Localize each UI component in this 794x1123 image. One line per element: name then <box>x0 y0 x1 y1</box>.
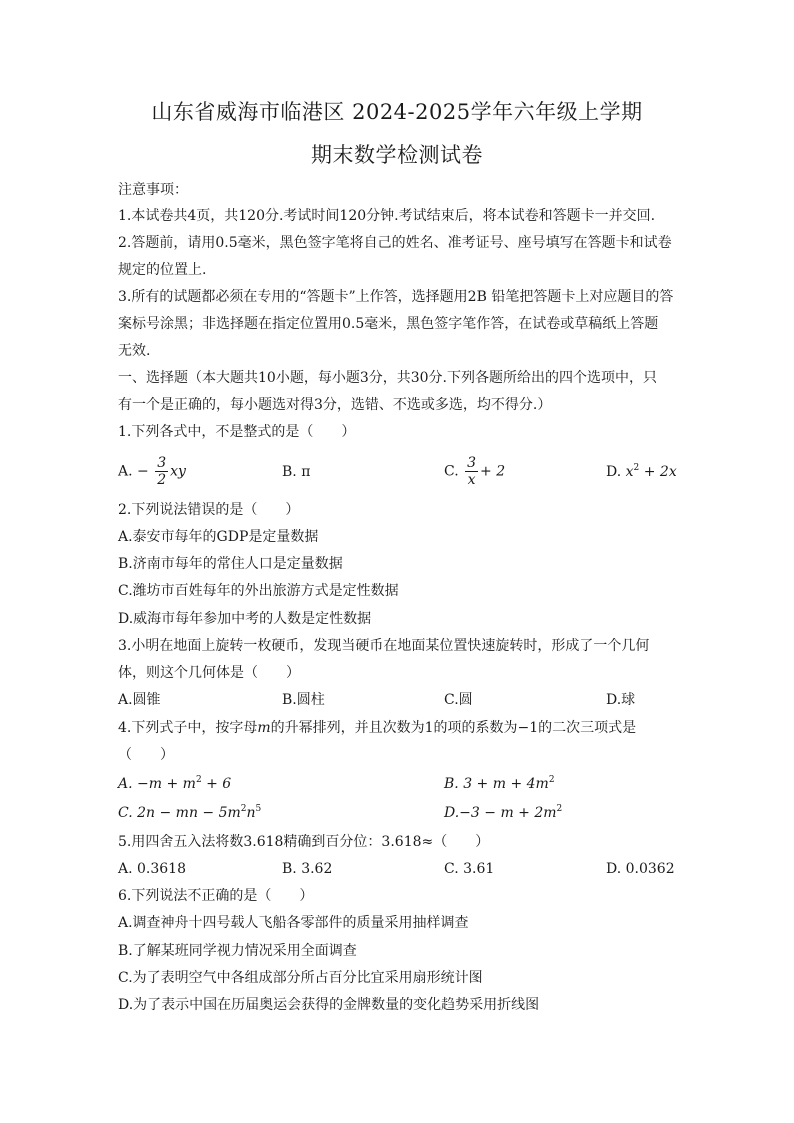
q4-stem-variable: m <box>257 720 271 736</box>
q5-stem: 5.用四舍五入法将数3.618精确到百分位：3.618≈（ ） <box>118 834 490 850</box>
q1-option-d-label: D. <box>606 464 622 480</box>
q4-stem-line2: （ ） <box>118 747 174 763</box>
q4-option-d-expr: D.−3 − m + 2m <box>444 805 557 821</box>
q3-stem-line2: 体，则这个几何体是（ ） <box>118 665 300 681</box>
q4-option-a-expr: A. −m + m <box>118 776 196 792</box>
q5-option-a: A. 0.3618 <box>118 861 186 877</box>
q1-option-c-numerator: 3 <box>467 455 477 471</box>
q4-option-a-exponent: 2 <box>195 775 202 785</box>
q4-stem-part2: 的升幂排列，并且次数为1的项的系数为−1的二次三项式是 <box>270 720 637 736</box>
q1-option-a-denominator: 2 <box>157 472 167 488</box>
q1-option-d-base: x <box>625 464 634 480</box>
q1-option-a-label: A. <box>118 463 133 480</box>
exam-title-line1: 山东省威海市临港区 2024-2025学年六年级上学期 <box>151 100 643 124</box>
q2-option-c: C.潍坊市百姓每年的外出旅游方式是定性数据 <box>118 583 399 599</box>
q1-option-c-fraction <box>465 455 478 488</box>
q5-option-d: D. 0.0362 <box>606 861 675 877</box>
q4-option-b <box>444 774 555 794</box>
q3-option-b: B.圆柱 <box>282 692 325 708</box>
q4-option-a <box>118 774 231 794</box>
q1-option-a-tail: xy <box>170 463 186 480</box>
q4-option-c <box>118 803 261 823</box>
notice-item-3-line1: 3.所有的试题都必须在专用的“答题卡”上作答，选择题用2B 铅笔把答题卡上对应题目的答 <box>118 289 674 305</box>
notice-item-3-line2: 案标号涂黑；非选择题在指定位置用0.5毫米，黑色签字笔作答，在试卷或草稿纸上答题 <box>118 316 659 332</box>
q5-option-c: C. 3.61 <box>444 861 495 877</box>
q4-option-b-expr: B. 3 + m + 4m <box>444 776 549 792</box>
notice-item-1: 1.本试卷共4页，共120分.考试时间120分钟.考试结束后，将本试卷和答题卡一并交回. <box>118 208 656 224</box>
q1-option-b: B. π <box>282 464 311 480</box>
q4-option-c-exponent-1: 2 <box>240 804 247 814</box>
q1-option-a-numerator: 3 <box>157 455 167 471</box>
notice-heading: 注意事项： <box>118 182 188 198</box>
q4-option-b-exponent: 2 <box>548 775 555 785</box>
q6-option-c: C.为了表明空气中各组成部分所占百分比宜采用扇形统计图 <box>118 970 483 986</box>
section1-heading-line2: 有一个是正确的，每小题选对得3分，选错、不选或多选，均不得分.） <box>118 397 552 413</box>
q1-option-c-tail: + 2 <box>480 463 506 480</box>
notice-item-2-line1: 2.答题前，请用0.5毫米，黑色签字笔将自己的姓名、准考证号、座号填写在答题卡和试卷 <box>118 235 672 251</box>
q1-option-d-tail: + 2x <box>639 464 677 480</box>
q5-option-b: B. 3.62 <box>282 861 333 877</box>
q4-stem-line1 <box>118 718 678 738</box>
q1-stem: 1.下列各式中，不是整式的是（ ） <box>118 424 356 440</box>
section1-heading-line1: 一、选择题（本大题共10小题，每小题3分，共30分.下列各题所给出的四个选项中，只 <box>118 370 657 386</box>
q4-stem-part1: 4.下列式子中，按字母 <box>118 720 258 736</box>
q1-option-a-fraction <box>155 455 168 488</box>
q4-option-c-expr: C. 2n − mn − 5m <box>118 805 241 821</box>
q1-option-d-exponent: 2 <box>633 463 640 473</box>
q1-option-a <box>118 455 186 488</box>
q4-option-a-tail: + 6 <box>201 776 232 792</box>
notice-item-3-line3: 无效. <box>118 343 151 359</box>
q6-option-d: D.为了表示中国在历届奥运会获得的金牌数量的变化趋势采用折线图 <box>118 997 540 1013</box>
q4-option-c-exponent-2: 5 <box>255 804 262 814</box>
q1-option-c-label: C. <box>444 463 459 480</box>
q3-stem-line1: 3.小明在地面上旋转一枚硬币，发现当硬币在地面某位置快速旋转时，形成了一个几何 <box>118 638 650 654</box>
notice-item-2-line2: 规定的位置上. <box>118 262 207 278</box>
q6-option-b: B.了解某班同学视力情况采用全面调查 <box>118 943 357 959</box>
q4-option-d <box>444 803 562 823</box>
q1-option-c <box>444 455 505 488</box>
exam-title-line2: 期末数学检测试卷 <box>311 143 483 167</box>
q1-option-c-denominator: x <box>467 472 476 488</box>
q4-option-c-variable: n <box>246 805 256 821</box>
q2-option-d: D.威海市每年参加中考的人数是定性数据 <box>118 611 372 627</box>
q3-option-a: A.圆锥 <box>118 692 161 708</box>
q6-option-a: A.调查神舟十四号载人飞船各零部件的质量采用抽样调查 <box>118 915 469 931</box>
q3-option-c: C.圆 <box>444 692 473 708</box>
q1-option-a-sign: − <box>137 463 149 480</box>
q6-stem: 6.下列说法不正确的是（ ） <box>118 888 314 904</box>
q4-option-d-exponent: 2 <box>556 804 563 814</box>
q2-option-b: B.济南市每年的常住人口是定量数据 <box>118 556 343 572</box>
q3-option-d: D.球 <box>606 692 636 708</box>
q2-option-a: A.泰安市每年的GDP是定量数据 <box>118 529 319 545</box>
q2-stem: 2.下列说法错误的是（ ） <box>118 502 300 518</box>
q1-option-d <box>606 462 677 482</box>
